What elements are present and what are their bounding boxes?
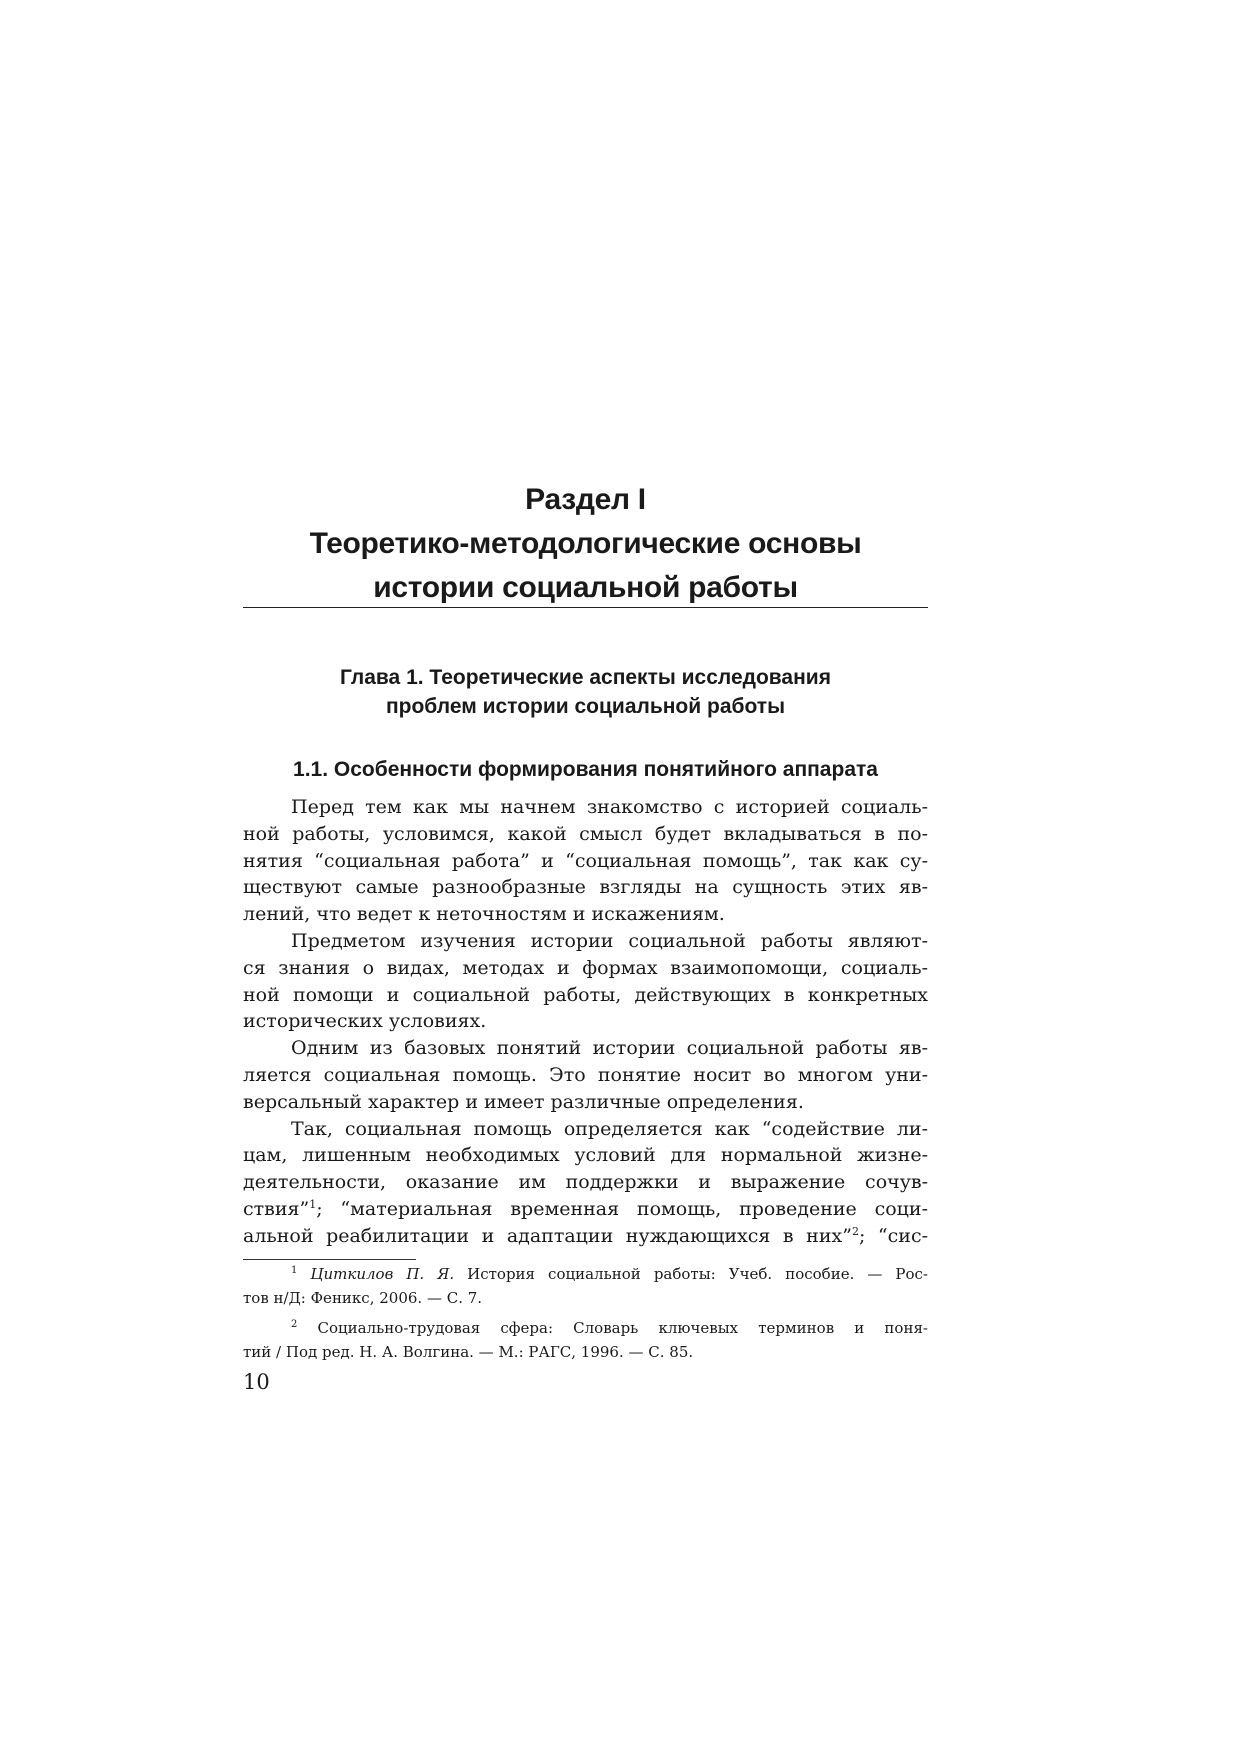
chapter-heading xyxy=(243,663,928,721)
text-line: ся знания о видах, методах и формах взаимопомощи, социаль- xyxy=(243,956,928,979)
footnote-1-cont: тов н/Д: Феникс, 2006. — С. 7. xyxy=(243,1289,483,1307)
section-heading-line: Теоретико-методологические основы xyxy=(309,527,862,560)
text-line-with-footnote-ref xyxy=(243,1223,928,1250)
footnote-author: Циткилов П. Я. xyxy=(310,1265,455,1283)
footnote-text: История социальной работы: Учеб. пособие. — Рос- xyxy=(454,1265,928,1283)
text-line: лений, что ведет к неточностям и искажениям. xyxy=(243,903,725,926)
text-line: исторических условиях. xyxy=(243,1010,487,1033)
text-fragment: альной реабилитации и адаптации нуждающихся в них” xyxy=(243,1224,852,1247)
subsection-heading: 1.1. Особенности формирования понятийного аппарата xyxy=(293,758,878,781)
text-line: Так, социальная помощь определяется как “содействие ли- xyxy=(291,1117,928,1140)
footnote-2-cont: тий / Под ред. Н. А. Волгина. — М.: РАГС, 1996. — С. 85. xyxy=(243,1343,694,1361)
text-line: Перед тем как мы начнем знакомство с историей социаль- xyxy=(291,796,928,818)
text-line: ной работы, условимся, какой смысл будет вкладываться в по- xyxy=(243,822,928,845)
text-line: ляется социальная помощь. Это понятие носит во многом уни- xyxy=(243,1063,928,1086)
footnote-number: 1 xyxy=(291,1265,298,1276)
footnote-text: Социально-трудовая сфера: Словарь ключевых терминов и поня- xyxy=(297,1319,928,1337)
body-text xyxy=(243,794,928,1250)
section-heading-line: Раздел I xyxy=(525,483,646,516)
text-line: нятия “социальная работа” и “социальная помощь”, так как су- xyxy=(243,849,928,872)
section-divider xyxy=(243,607,928,608)
text-line: цам, лишенным необходимых условий для нормальной жизне- xyxy=(243,1144,928,1167)
footnote-1 xyxy=(243,1262,928,1286)
text-line: деятельности, оказание им поддержки и выражение сочув- xyxy=(243,1171,928,1194)
section-heading-line: истории социальной работы xyxy=(373,571,798,604)
page-number: 10 xyxy=(243,1370,270,1394)
footnote-divider xyxy=(243,1259,416,1260)
text-line-with-footnote-ref xyxy=(243,1196,928,1223)
footnote-2 xyxy=(243,1316,928,1340)
text-line: Предметом изучения истории социальной работы являют- xyxy=(291,929,928,952)
book-page xyxy=(243,0,928,1755)
text-fragment: ; “сис- xyxy=(858,1224,928,1247)
footnotes xyxy=(243,1262,928,1364)
text-fragment: ствия” xyxy=(243,1197,310,1220)
footnote-number: 2 xyxy=(291,1319,298,1330)
chapter-heading-line: Глава 1. Теоретические аспекты исследования xyxy=(340,666,831,689)
chapter-heading-line: проблем истории социальной работы xyxy=(385,695,786,718)
footnote-ref-1[interactable]: 1 xyxy=(309,1197,317,1211)
footnote-ref-2[interactable]: 2 xyxy=(851,1224,859,1238)
text-line: ной помощи и социальной работы, действующих в конкретных xyxy=(243,983,928,1006)
text-line: Одним из базовых понятий истории социальной работы яв- xyxy=(291,1037,928,1060)
text-fragment: ; “материальная временная помощь, проведение соци- xyxy=(316,1197,928,1220)
text-line: версальный характер и имеет различные определения. xyxy=(243,1090,804,1113)
text-line: ществуют самые разнообразные взгляды на сущность этих яв- xyxy=(243,876,928,899)
section-heading xyxy=(243,478,928,610)
